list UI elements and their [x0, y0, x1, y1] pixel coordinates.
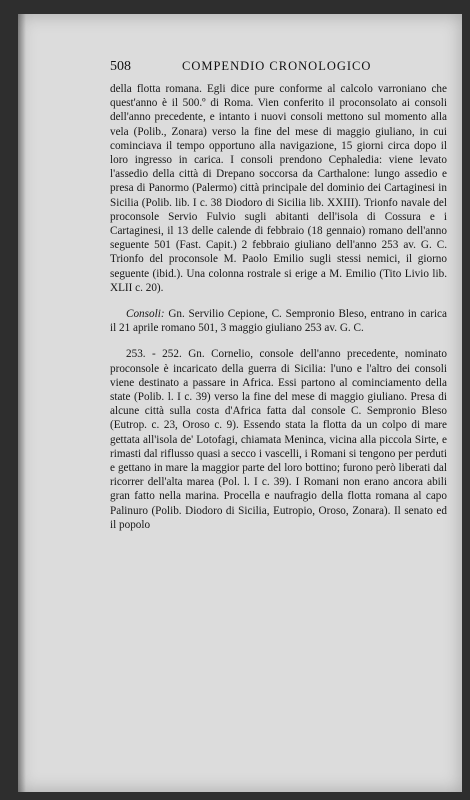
consoli-label: Consoli:	[126, 308, 165, 321]
page-header	[110, 59, 430, 77]
consoli-text: Gn. Servilio Cepione, C. Sempronio Bleso, entrano in carica il 21 aprile romano 501, 3 maggio giuliano 253 av. G. C.	[110, 308, 447, 335]
spine-shadow	[18, 14, 26, 792]
running-title: COMPENDIO CRONOLOGICO	[182, 59, 372, 73]
page-number: 508	[110, 59, 131, 74]
paragraph-1: della flotta romana. Egli dice pure conforme al calcolo varroniano che quest'anno è il 500.º di Roma. Vien conferito il proconsolato ai consoli dell'anno precedente, e intanto i nuovi consoli mettono sul momento alla vela (Polib., Zonara) verso la fine del mese di maggio giuliano, in cui cominciava il tempo opportuno alla navigazione, 15 giorni circa dopo il loro ingresso in carica. I consoli prendono Cephaledia: viene levato l'assedio della città di Drepano soccorsa da Carthalone: lungo assedio e presa di Panormo (Palermo) città principale del dominio dei Cartaginesi in Sicilia (Polib. lib. I c. 38 Diodoro di Sicilia lib. XXIII). Trionfo navale del proconsole Servio Fulvio sugli abitanti dell'isola di Cossura e i Cartaginesi, il 13 delle calende di febbraio (18 gennaio) romano dell'anno seguente 501 (Fast. Capit.) 2 febbraio giuliano dell'anno 253 av. G. C. Trionfo del proconsole M. Paolo Emilio sugli stessi nemici, il giorno seguente (ibid.). Una colonna rostrale si erige a M. Emilio (Tito Livio lib. XLII c. 20).	[110, 83, 447, 294]
paragraph-3: 253. - 252. Gn. Cornelio, console dell'anno precedente, nominato proconsole è incaricato della guerra di Sicilia: l'uno e l'altro dei consoli viene destinato a passare in Africa. Essi partono al cominciamento della state (Polib. l. I c. 39) verso la fine del mese di maggio giuliano. Presa di alcune città sulla costa d'Africa fatta dal console C. Sempronio Bleso (Eutrop. c. 23, Oroso c. 9). Essendo stata la flotta da un colpo di mare gettata all'isola de' Lotofagi, chiamata Meninca, vicina alla piccola Sirte, e rimasti dal riflusso quasi a secco i vascelli, i Romani si tengono per perduti e gettano in mare la maggior parte del loro bottino; furono però liberati dal ricorrer dell'alta marea (Pol. l. I c. 39). I Romani non erano ancora abili gran fatto nella marina. Procella e naufragio della flotta romana al capo Palinuro (Polib. Diodoro di Sicilia, Eutropio, Oroso, Zonara). Il senato ed il popolo	[110, 348, 447, 531]
body-text	[110, 82, 447, 532]
paragraph-2	[110, 307, 447, 335]
book-page	[18, 14, 462, 792]
